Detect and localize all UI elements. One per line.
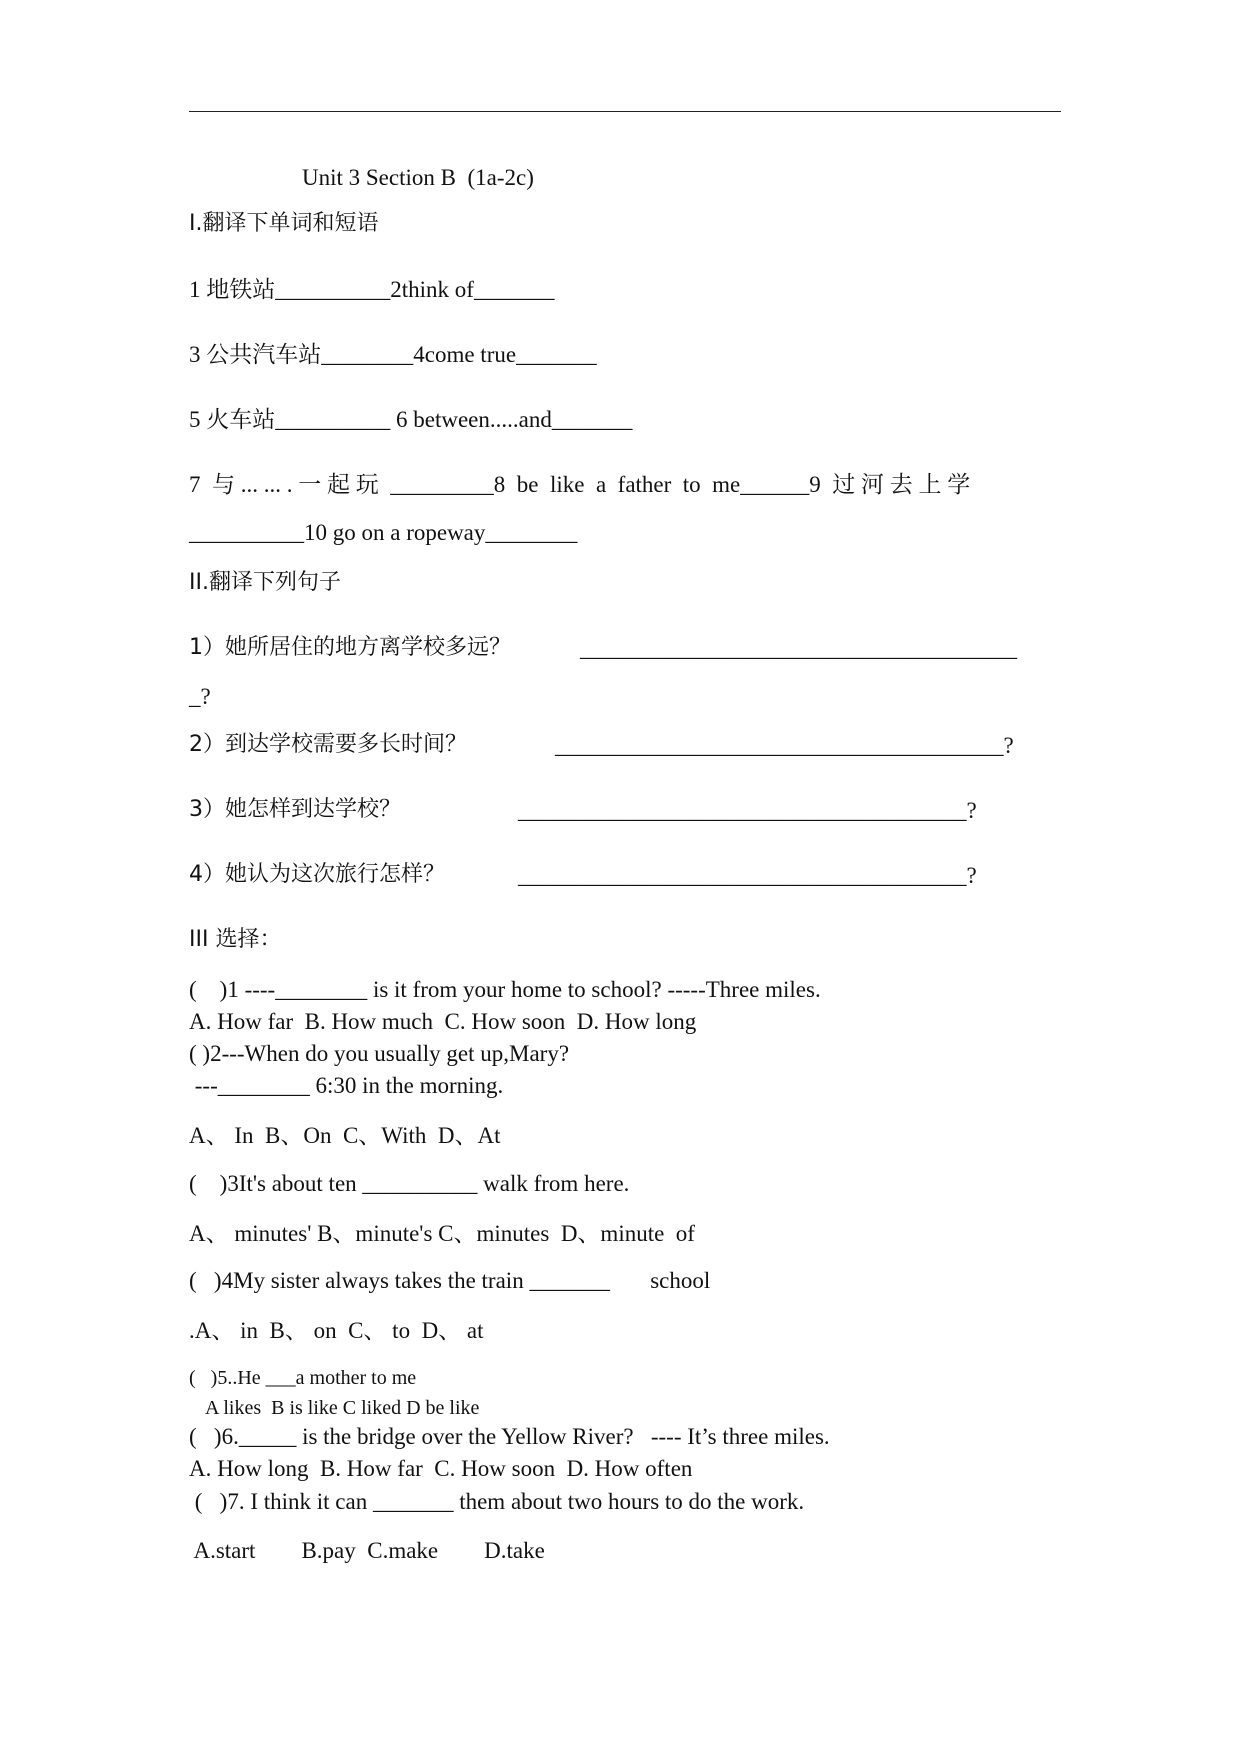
vocab-line-5: __________10 go on a ropeway________ — [189, 520, 578, 545]
choice-line-1: ( )1 ----________ is it from your home to school? -----Three miles. — [189, 977, 821, 1002]
vocab-line-1: 1 地铁站__________2think of_______ — [189, 277, 555, 302]
choice-line-2: A. How far B. How much C. How soon D. How long — [189, 1009, 697, 1034]
sentence-2-blank: _______________________________________? — [555, 733, 1014, 758]
sentence-2-prompt: 2）到达学校需要多长时间？ — [189, 732, 467, 757]
choice-line-12: ( )6._____ is the bridge over the Yellow River? ---- It’s three miles. — [189, 1424, 830, 1449]
section-heading-1: I.翻译下单词和短语 — [189, 211, 379, 236]
header-rule — [189, 111, 1061, 112]
choice-line-13: A. How long B. How far C. How soon D. How often — [189, 1456, 693, 1481]
sentence-1-blank: ______________________________________ — [580, 636, 1017, 661]
section-heading-2: II.翻译下列句子 — [189, 570, 341, 595]
sentence-4-blank: _______________________________________? — [518, 863, 977, 888]
choice-line-14: ( )7. I think it can _______ them about two hours to do the work. — [189, 1489, 805, 1514]
choice-line-7: A、 minutes' B、minute's C、minutes D、minute of — [189, 1221, 695, 1246]
sentence-1-prompt: 1）她所居住的地方离学校多远？ — [189, 635, 511, 660]
choice-line-4: ---________ 6:30 in the morning. — [189, 1073, 504, 1098]
choice-line-6: ( )3It's about ten __________ walk from here. — [189, 1171, 630, 1196]
vocab-line-3: 5 火车站__________ 6 between.....and_______ — [189, 407, 633, 432]
choice-line-8: ( )4My sister always takes the train _______ school — [189, 1268, 711, 1293]
choice-line-11: A likes B is like C liked D be like — [205, 1397, 480, 1419]
section-heading-3: III 选择： — [189, 927, 282, 952]
sentence-1-wrap: _? — [189, 684, 211, 709]
choice-line-10: ( )5..He ___a mother to me — [189, 1367, 417, 1389]
vocab-line-2: 3 公共汽车站________4come true_______ — [189, 342, 597, 367]
choice-line-3: ( )2---When do you usually get up,Mary? — [189, 1041, 570, 1066]
sentence-3-blank: _______________________________________? — [518, 798, 977, 823]
choice-line-15: A.start B.pay C.make D.take — [189, 1538, 545, 1563]
sentence-4-prompt: 4）她认为这次旅行怎样？ — [189, 862, 445, 887]
choice-line-5: A、 In B、On C、With D、At — [189, 1123, 501, 1148]
sentence-3-prompt: 3）她怎样到达学校？ — [189, 797, 401, 822]
vocab-line-4: 7 与 ... ... . 一 起 玩 _________8 be like a father to me______9 过 河 去 上 学 — [189, 472, 971, 497]
page-title: Unit 3 Section B (1a-2c) — [302, 165, 534, 190]
choice-line-9: .A、 in B、 on C、 to D、 at — [189, 1318, 484, 1343]
